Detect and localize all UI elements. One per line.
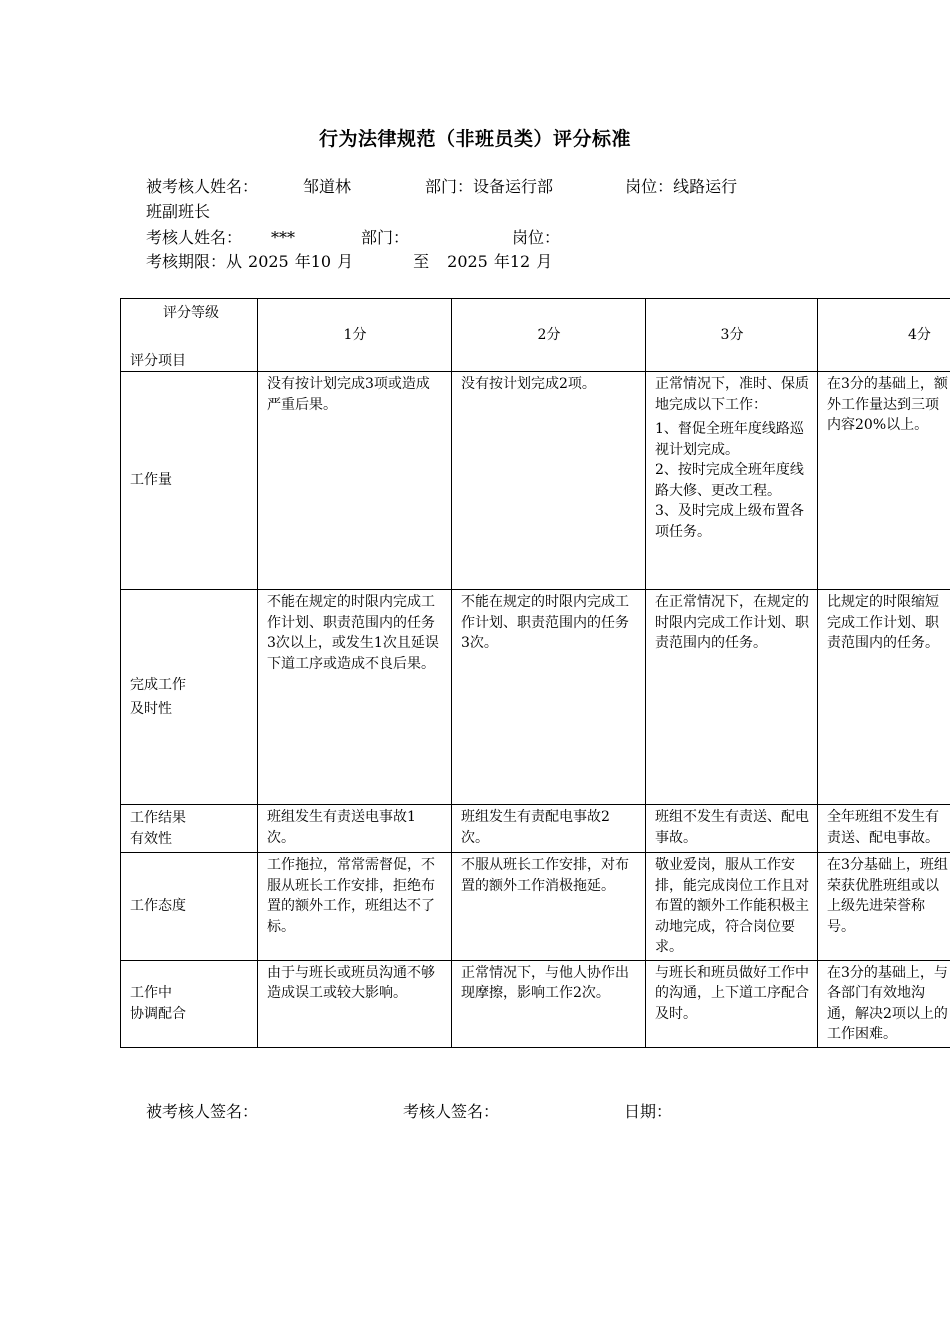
- examiner-label: 考核人姓名：: [146, 228, 243, 247]
- month-unit: 月: [536, 252, 553, 271]
- month-unit: 月: [337, 252, 354, 271]
- post-label-1: 岗位：: [625, 177, 674, 196]
- cell-text: 工作拖拉，常常需督促，不服从班长工作安排，拒绝布置的额外工作，班组达不了标。: [267, 857, 435, 935]
- row-item-effectiveness: [121, 805, 258, 853]
- cell-text: 班组发生有责送电事故1次。: [267, 809, 416, 846]
- cell-text: 在3分的基础上，额外工作量达到三项内容20%以上。: [827, 376, 948, 433]
- examinee-line: [146, 175, 737, 199]
- period-to-year: 2025: [447, 252, 488, 271]
- cell-text: 比规定的时限缩短完成工作计划、职责范围内的任务。: [827, 594, 939, 651]
- corner-header-cell: [121, 299, 258, 372]
- cell-text: 由于与班长或班员沟通不够造成误工或较大影响。: [267, 964, 435, 1001]
- post-value-1b: 班副班长: [146, 202, 211, 221]
- corner-grade-label: 评分等级: [163, 305, 219, 321]
- period-to-month: 12: [509, 252, 531, 271]
- examinee-name: 邹道林: [303, 177, 352, 196]
- table-cell: [646, 805, 818, 853]
- cell-text: 在正常情况下，在规定的时限内完成工作计划、职责范围内的任务。: [655, 594, 809, 651]
- cell-text: 全年班组不发生有责送、配电事故。: [827, 809, 939, 846]
- item-line: 完成工作: [130, 676, 186, 693]
- post-value-1a: 线路运行: [673, 177, 738, 196]
- corner-item-label: 评分项目: [130, 353, 186, 369]
- grade-3-header: 3分: [646, 299, 818, 372]
- to-label: 至: [413, 252, 430, 271]
- row-item-workload: 工作量: [121, 372, 258, 590]
- cell-text: 1、督促全班年度线路巡视计划完成。: [655, 421, 804, 458]
- cell-text: 正常情况下，准时、保质地完成以下工作：: [655, 376, 809, 413]
- grade-1-header: 1分: [258, 299, 452, 372]
- cell-text: 不能在规定的时限内完成工作计划、职责范围内的任务3次以上，或发生1次且延误下道工序或造成不良后果。: [267, 594, 439, 672]
- item-line: 有效性: [130, 830, 172, 847]
- item-line: 工作结果: [130, 810, 186, 826]
- document-title: 行为法律规范（非班员类）评分标准: [318, 128, 631, 150]
- cell-text: 不服从班长工作安排，对布置的额外工作消极拖延。: [461, 857, 629, 894]
- examiner-sign-label: 考核人签名：: [403, 1102, 500, 1121]
- cell-text: 与班长和班员做好工作中的沟通，上下道工序配合及时。: [655, 964, 809, 1022]
- table-row: [121, 960, 950, 1047]
- grade-2-header: 2分: [452, 299, 646, 372]
- grade-header-row: [121, 299, 950, 372]
- table-row: [121, 372, 950, 590]
- table-cell: [258, 960, 452, 1047]
- table-cell: [818, 805, 950, 853]
- examinee-sign-label: 被考核人签名：: [146, 1102, 259, 1121]
- year-unit: 年: [294, 252, 311, 271]
- date-label: 日期：: [624, 1102, 673, 1121]
- period-label: 考核期限：从: [146, 252, 243, 271]
- cell-text: 没有按计划完成3项或造成严重后果。: [267, 376, 430, 413]
- cell-text: 班组发生有责配电事故2次。: [461, 809, 610, 846]
- row-item-coordination: [121, 960, 258, 1047]
- dept-value-1: 设备运行部: [473, 177, 554, 196]
- cell-text: 班组不发生有责送、配电事故。: [655, 809, 809, 846]
- table-cell: [646, 590, 818, 805]
- row-item-attitude: 工作态度: [121, 853, 258, 961]
- examiner-line: [146, 226, 560, 250]
- table-cell: [646, 853, 818, 961]
- examiner-name: ***: [271, 228, 296, 247]
- item-line: 工作中: [130, 985, 172, 1001]
- dept-label-1: 部门：: [425, 177, 474, 196]
- table-cell: [452, 960, 646, 1047]
- cell-text: 敬业爱岗，服从工作安排，能完成岗位工作且对布置的额外工作能积极主动地完成，符合岗位要求。: [655, 857, 809, 955]
- table-cell: [258, 805, 452, 853]
- table-cell: [818, 372, 950, 590]
- table-row: [121, 805, 950, 853]
- table-cell: [818, 853, 950, 961]
- cell-text: 在3分基础上，班组荣获优胜班组或以上级先进荣誉称号。: [827, 857, 948, 935]
- cell-text: 没有按计划完成2项。: [461, 376, 596, 392]
- table-row: [121, 590, 950, 805]
- grade-4-header: 4分: [818, 299, 950, 372]
- item-line: 及时性: [130, 701, 172, 717]
- row-item-timeliness: [121, 590, 258, 805]
- table-cell: [452, 372, 646, 590]
- table-cell: [818, 960, 950, 1047]
- cell-text: 3、及时完成上级布置各项任务。: [655, 503, 804, 540]
- year-unit: 年: [493, 252, 510, 271]
- table-row: [121, 853, 950, 961]
- table-cell: [818, 590, 950, 805]
- post-continuation-line: [146, 200, 210, 224]
- period-from-year: 2025: [248, 252, 289, 271]
- item-line: 协调配合: [130, 1005, 186, 1022]
- post-label-2: 岗位：: [512, 228, 561, 247]
- table-cell: [452, 590, 646, 805]
- cell-text: 在3分的基础上，与各部门有效地沟通，解决2项以上的工作困难。: [827, 964, 948, 1042]
- table-cell: [258, 590, 452, 805]
- table-cell: [258, 853, 452, 961]
- dept-label-2: 部门：: [361, 228, 410, 247]
- scoring-table: [120, 298, 950, 1048]
- cell-text: 2、按时完成全班年度线路大修、更改工程。: [655, 462, 804, 499]
- table-cell: [646, 960, 818, 1047]
- table-cell: [452, 805, 646, 853]
- cell-text: 正常情况下，与他人协作出现摩擦，影响工作2次。: [461, 964, 629, 1001]
- period-from-month: 10: [310, 252, 332, 271]
- examinee-label: 被考核人姓名：: [146, 177, 259, 196]
- table-cell: [452, 853, 646, 961]
- table-cell: [258, 372, 452, 590]
- period-line: [146, 250, 552, 274]
- cell-text: 不能在规定的时限内完成工作计划、职责范围内的任务3次。: [461, 594, 629, 651]
- table-cell: [646, 372, 818, 590]
